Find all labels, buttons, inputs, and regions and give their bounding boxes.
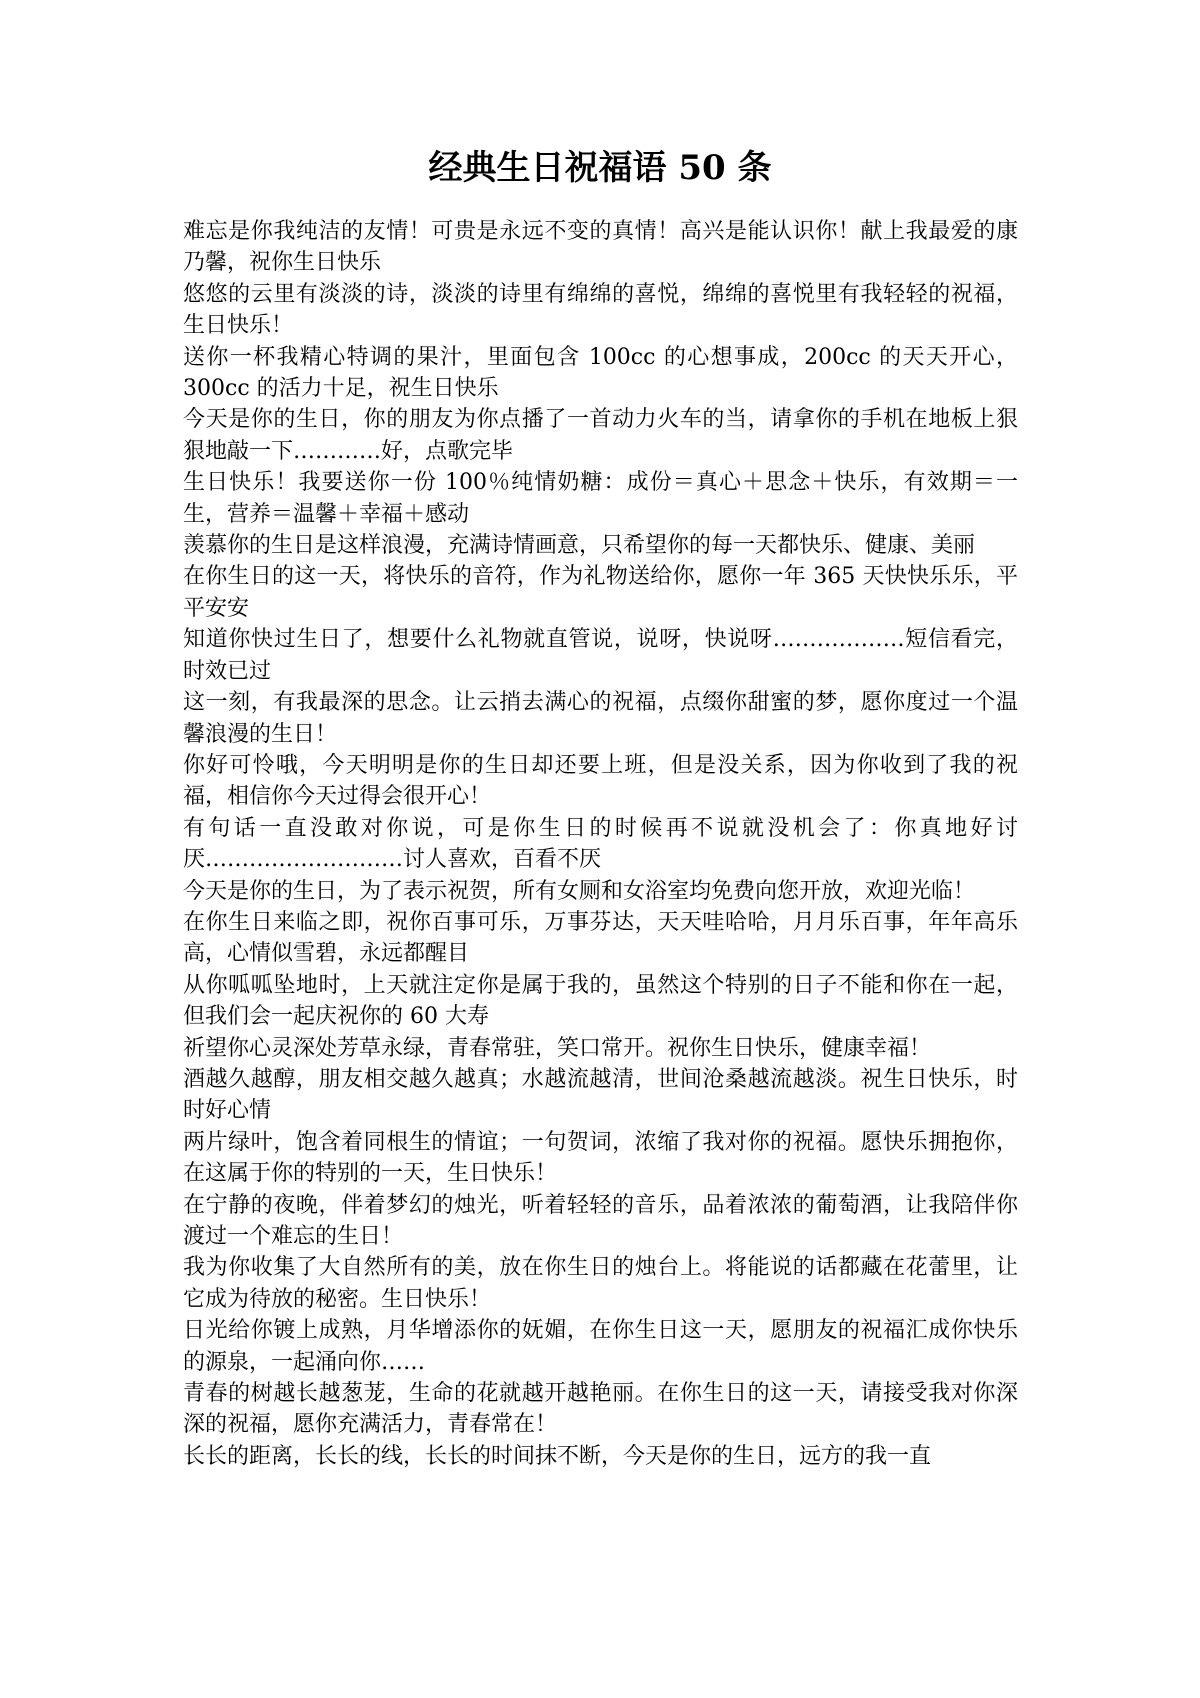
paragraph: 悠悠的云里有淡淡的诗，淡淡的诗里有绵绵的喜悦，绵绵的喜悦里有我轻轻的祝福，生日快乐！: [183, 281, 1018, 339]
paragraph: 日光给你镀上成熟，月华增添你的妩媚，在你生日这一天，愿朋友的祝福汇成你快乐的源泉，一起涌向你……: [183, 1318, 1018, 1375]
paragraph: 难忘是你我纯洁的友情！可贵是永远不变的真情！高兴是能认识你！献上我最爱的康乃馨，祝你生日快乐: [183, 219, 1018, 276]
document-body: [183, 216, 1018, 1472]
paragraph: 送你一杯我精心特调的果汁，里面包含 100cc 的心想事成，200cc 的天天开心，300cc 的活力十足，祝生日快乐: [183, 344, 1018, 402]
paragraph: 祈望你心灵深处芳草永绿，青春常驻，笑口常开。祝你生日快乐，健康幸福！: [183, 1035, 932, 1061]
paragraph: 两片绿叶，饱含着同根生的情谊；一句贺词，浓缩了我对你的祝福。愿快乐拥抱你，在这属于你的特别的一天，生日快乐！: [183, 1129, 1018, 1187]
paragraph: 这一刻，有我最深的思念。让云捎去满心的祝福，点缀你甜蜜的梦，愿你度过一个温馨浪漫的生日！: [183, 690, 1018, 747]
paragraph: 我为你收集了大自然所有的美，放在你生日的烛台上。将能说的话都藏在花蕾里，让它成为待放的秘密。生日快乐！: [183, 1255, 1018, 1312]
paragraph: 在你生日的这一天，将快乐的音符，作为礼物送给你，愿你一年 365 天快快乐乐，平平安安: [183, 564, 1018, 621]
document-title: 经典生日祝福语 50 条: [428, 148, 772, 188]
paragraph: 生日快乐！我要送你一份 100％纯情奶糖：成份＝真心＋思念＋快乐，有效期＝一生，营养＝温馨＋幸福＋感动: [183, 470, 1018, 527]
paragraph: 在你生日来临之即，祝你百事可乐，万事芬达，天天哇哈哈，月月乐百事，年年高乐高，心情似雪碧，永远都醒目: [183, 909, 1018, 967]
paragraph: 你好可怜哦，今天明明是你的生日却还要上班，但是没关系，因为你收到了我的祝福，相信你今天过得会很开心！: [183, 752, 1018, 810]
paragraph: 在宁静的夜晚，伴着梦幻的烛光，听着轻轻的音乐，品着浓浓的葡萄酒，让我陪伴你渡过一个难忘的生日！: [183, 1192, 1018, 1249]
paragraph: 酒越久越醇，朋友相交越久越真；水越流越清，世间沧桑越流越淡。祝生日快乐，时时好心情: [183, 1066, 1018, 1124]
paragraph: 青春的树越长越葱茏，生命的花就越开越艳丽。在你生日的这一天，请接受我对你深深的祝福，愿你充满活力，青春常在！: [183, 1381, 1018, 1438]
paragraph: 今天是你的生日，你的朋友为你点播了一首动力火车的当，请拿你的手机在地板上狠狠地敲一下…………好，点歌完毕: [183, 407, 1018, 464]
paragraph: 知道你快过生日了，想要什么礼物就直管说，说呀，快说呀………………短信看完，时效已过: [183, 627, 1018, 684]
paragraph: 从你呱呱坠地时，上天就注定你是属于我的，虽然这个特别的日子不能和你在一起，但我们会一起庆祝你的 60 大寿: [183, 972, 1018, 1030]
paragraph: 今天是你的生日，为了表示祝贺，所有女厕和女浴室均免费向您开放，欢迎光临！: [183, 878, 976, 904]
paragraph: 羡慕你的生日是这样浪漫，充满诗情画意，只希望你的每一天都快乐、健康、美丽: [183, 533, 976, 559]
paragraph: 有句话一直没敢对你说，可是你生日的时候再不说就没机会了：你真地好讨厌………………………讨人喜欢，百看不厌: [183, 815, 1018, 873]
paragraph: 长长的距离，长长的线，长长的时间抹不断，今天是你的生日，远方的我一直: [183, 1443, 932, 1469]
